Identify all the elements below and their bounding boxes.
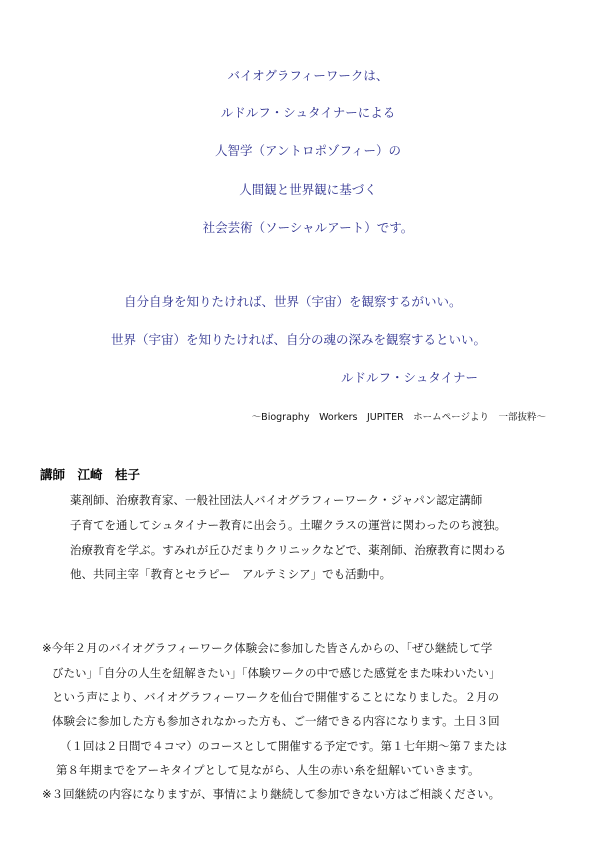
quote-author: ルドルフ・シュタイナー [341, 370, 479, 385]
quote-line-2: 世界（宇宙）を知りたければ、自分の魂の深みを観察するといい。 [111, 332, 487, 347]
bio-line-4: 他、共同主宰「教育とセラピー アルテミシア」でも活動中。 [70, 567, 392, 581]
note-line-1: ※今年２月のバイオグラフィーワーク体験会に参加した皆さんからの、「ぜひ継続して学 [42, 641, 493, 655]
note-line-5: （１回は２日間で４コマ）のコースとして開催する予定です。第１七年期～第７または [60, 739, 508, 753]
quote-source: ～Biography Workers JUPITER ホームページより 一部抜粋～ [251, 412, 546, 423]
bio-line-1: 薬剤師、治療教育家、一般社団法人バイオグラフィーワーク・ジャパン認定講師 [70, 493, 483, 507]
intro-line-3: 人智学（アントロポゾフィー）の [214, 143, 401, 158]
intro-line-2: ルドルフ・シュタイナーによる [220, 105, 396, 120]
intro-line-1: バイオグラフィーワークは、 [227, 68, 389, 83]
note-line-4: 体験会に参加した方も参加されなかった方も、ご一緒できる内容になります。土日３回 [52, 714, 500, 728]
bio-line-2: 子育てを通してシュタイナー教育に出会う。土曜クラスの運営に関わったのち渡独。 [70, 518, 507, 532]
intro-line-5: 社会芸術（ソーシャルアート）です。 [202, 220, 414, 235]
intro-line-4: 人間観と世界観に基づく [239, 182, 377, 197]
quote-line-1: 自分自身を知りたければ、世界（宇宙）を観察するがいい。 [124, 294, 462, 309]
note-line-7: ※３回継続の内容になりますが、事情により継続して参加できない方はご相談ください。 [42, 787, 501, 801]
instructor-title: 講師 江崎 桂子 [40, 467, 141, 482]
note-line-3: という声により、バイオグラフィーワークを仙台で開催することになりました。２月の [52, 690, 500, 704]
bio-line-3: 治療教育を学ぶ。すみれが丘ひだまりクリニックなどで、薬剤師、治療教育に関わる [70, 543, 507, 557]
note-line-6: 第８年期までをアーキタイプとして見ながら、人生の赤い糸を紐解いていきます。 [56, 763, 480, 777]
note-line-2: びたい」「自分の人生を紐解きたい」「体験ワークの中で感じた感覚をまた味わいたい」 [52, 666, 501, 680]
